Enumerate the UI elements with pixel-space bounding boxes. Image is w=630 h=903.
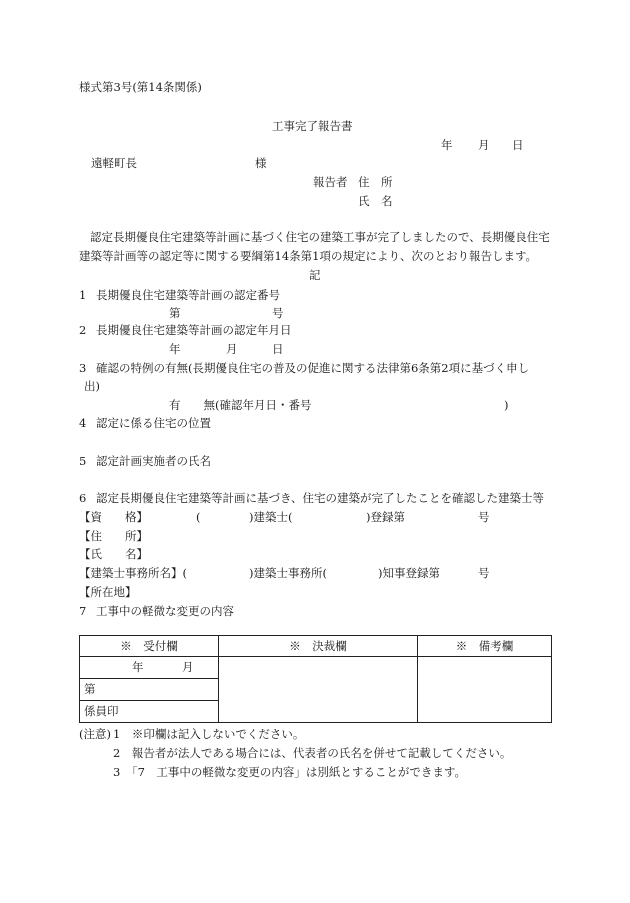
item6-number: 6: [79, 491, 87, 505]
note-3: 3 「7 工事中の軽微な変更の内容」は別紙とすることができます。: [113, 765, 466, 779]
reporter-address-label: 住 所: [358, 175, 393, 189]
reporter-name-label: 氏 名: [358, 194, 393, 208]
item6-office-label: 【建築士事務所名】(: [79, 566, 187, 580]
item2-label: 長期優良住宅建築等計画の認定年月日: [96, 323, 292, 337]
receipt-seal-row: 係員印: [84, 704, 119, 718]
item2-day: 日: [272, 342, 284, 356]
item6-name-label: 【氏 名】: [79, 547, 148, 561]
item6-qual-number-suffix: 号: [478, 510, 490, 524]
item6-office-number-suffix: 号: [478, 566, 490, 580]
item1-suffix: 号: [272, 306, 284, 320]
item3-number: 3: [79, 361, 87, 375]
note-2: 2 報告者が法人である場合には、代表者の氏名を併せて記載してください。: [113, 746, 512, 760]
item4-label: 認定に係る住宅の位置: [96, 416, 211, 430]
item6-qual-open: (: [196, 510, 201, 524]
item5-number: 5: [79, 454, 87, 468]
header-decision: ※ 決裁欄: [219, 636, 418, 657]
item3-close-paren: ): [504, 398, 509, 412]
item1-label: 長期優良住宅建築等計画の認定番号: [96, 288, 280, 302]
office-use-table: [79, 635, 552, 723]
item1-prefix: 第: [169, 306, 181, 320]
item6-office-architect: )建築士事務所(: [249, 566, 327, 580]
note-1: 1 ※印欄は記入しないでください。: [113, 727, 305, 741]
item6-qual-registration: )登録第: [366, 510, 405, 524]
receipt-number-row: 第: [80, 679, 218, 701]
item6-label: 認定長期優良住宅建築等計画に基づき、住宅の建築が完了したことを確認した建築士等: [96, 491, 545, 505]
item3-label-line1: 確認の特例の有無(長期優良住宅の普及の促進に関する法律第6条第2項に基づく申し: [96, 361, 530, 375]
header-remarks: ※ 備考欄: [418, 636, 552, 657]
item1-number: 1: [79, 288, 87, 302]
receipt-date-year: 年: [132, 660, 144, 674]
item2-year: 年: [169, 342, 181, 356]
date-month: 月: [478, 138, 490, 152]
decision-cell: [219, 657, 418, 723]
receipt-cell: [80, 657, 219, 723]
receipt-date-month: 月: [182, 660, 194, 674]
item2-month: 月: [226, 342, 238, 356]
item7-number: 7: [79, 604, 87, 618]
intro-paragraph: 認定長期優良住宅建築等計画に基づく住宅の建築工事が完了しましたので、長期優良住宅建築等計画等の認定等に関する要綱第14条第1項の規定により、次のとおり報告します。: [79, 230, 550, 263]
form-number: 様式第3号(第14条関係): [79, 80, 202, 94]
date-day: 日: [512, 138, 524, 152]
item2-number: 2: [79, 323, 87, 337]
notes-prefix: (注意): [79, 727, 111, 741]
reporter-label: 報告者: [313, 175, 348, 189]
date-year: 年: [441, 138, 453, 152]
addressee-name: 遠軽町長: [91, 156, 137, 170]
header-receipt: ※ 受付欄: [80, 636, 219, 657]
item6-office-registration: )知事登録第: [378, 566, 440, 580]
ki-heading: 記: [309, 268, 321, 282]
receipt-date-row: [80, 657, 218, 679]
item6-address-label: 【住 所】: [79, 529, 148, 543]
item7-label: 工事中の軽微な変更の内容: [96, 604, 234, 618]
item5-label: 認定計画実施者の氏名: [96, 454, 211, 468]
item3-label-line2: 出): [84, 379, 100, 393]
item6-location-label: 【所在地】: [79, 585, 137, 599]
item3-option-text: 有 無(確認年月日・番号: [169, 398, 312, 412]
addressee-honorific: 様: [255, 156, 267, 170]
remarks-cell: [418, 657, 552, 723]
item4-number: 4: [79, 416, 87, 430]
item6-qualification-label: 【資 格】: [79, 510, 148, 524]
item6-qual-architect: )建築士(: [249, 510, 293, 524]
document-title: 工事完了報告書: [272, 119, 353, 133]
